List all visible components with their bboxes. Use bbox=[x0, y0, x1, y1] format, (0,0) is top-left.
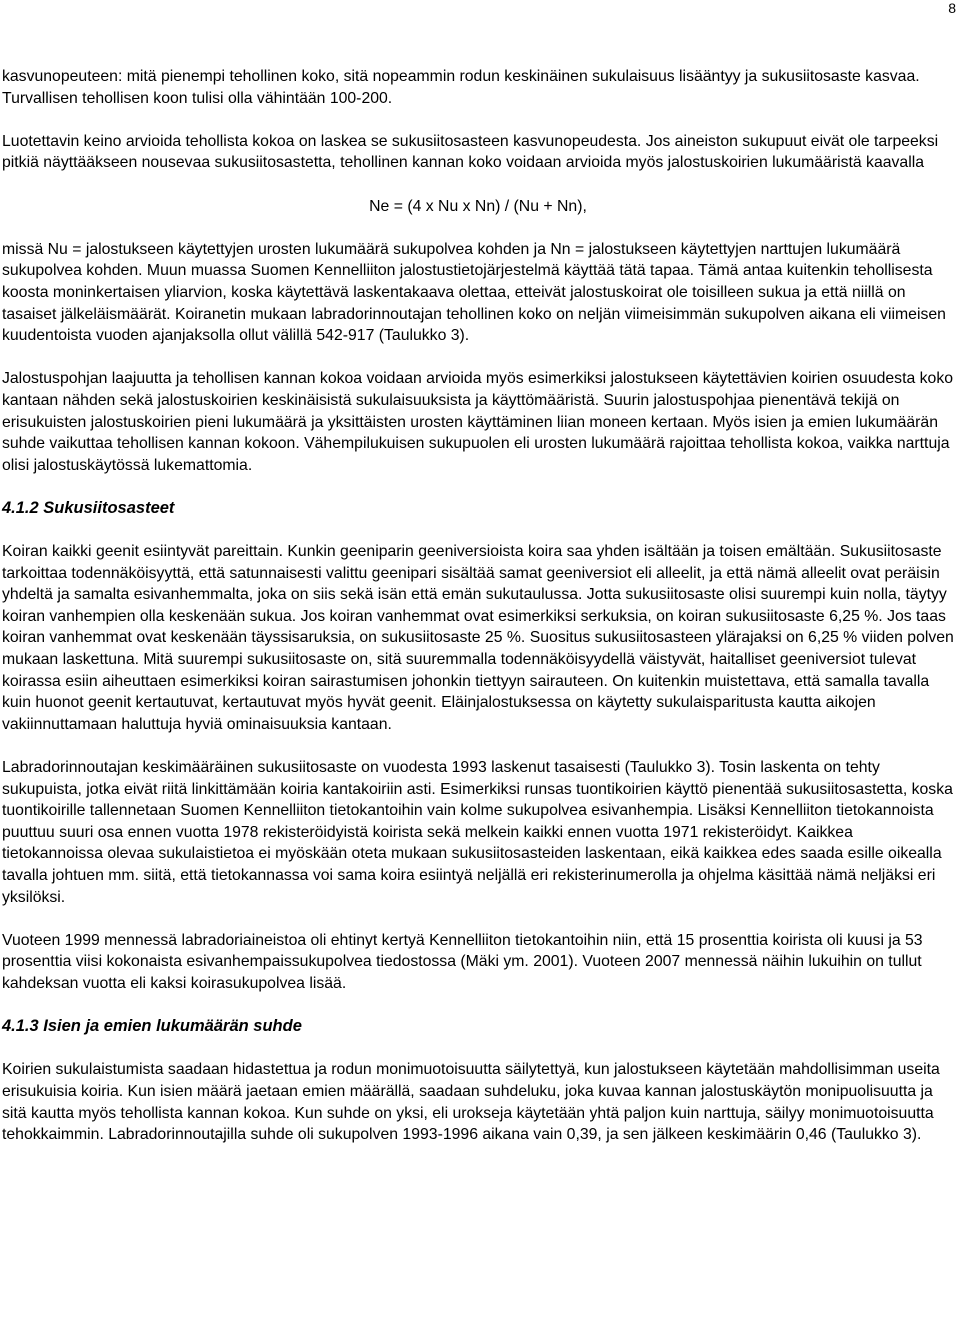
page-number: 8 bbox=[948, 0, 956, 16]
page-content bbox=[2, 66, 954, 1167]
paragraph: Labradorinnoutajan keskimääräinen sukusiitosaste on vuodesta 1993 laskenut tasaisesti (Taulukko 3). Tosin laskenta on tehty sukupuista, jotka eivät riitä linkittämään koiria kantakoiriin asti. Esimerkiksi runsas tuontikoirien käyttö pienentää sukusiitosastetta, koska tuontikoirille tallennetaan Suomen Kennelliiton tietokantoihin vain kolme sukupolvea esivanhempia. Lisäksi Kennelliiton tietokannoista puuttuu suuri osa ennen vuotta 1978 rekisteröidyistä koirista sekä melkein kaikki ennen vuotta 1971 rekisteröidyt. Kaikkea tietokannoissa olevaa sukulaistietoa ei myöskään oteta mukaan sukusiitosasteiden laskentaan, eikä kaikkea edes saada esille oikealla tavalla johtuen mm. siitä, että tietokannassa voi sama koira esiintyä neljällä eri rekisterinumerolla ja ohjelma käsittää nämä neljäksi eri yksilöksi. bbox=[2, 759, 953, 906]
paragraph: kasvunopeuteen: mitä pienempi tehollinen koko, sitä nopeammin rodun keskinäinen sukulaisuus lisääntyy ja sukusiitosaste kasvaa. Turvallisen tehollisen koon tulisi olla vähintään 100-200. bbox=[2, 68, 920, 107]
section-heading: 4.1.3 Isien ja emien lukumäärän suhde bbox=[2, 1017, 302, 1036]
formula: Ne = (4 x Nu x Nn) / (Nu + Nn), bbox=[369, 197, 587, 215]
paragraph: missä Nu = jalostukseen käytettyjen urosten lukumäärä sukupolvea kohden ja Nn = jalostukseen käytettyjen narttujen lukumäärä sukupolvea kohden. Muun muassa Suomen Kennelliiton jalostustietojärjestelmä käyttää tätä tapaa. Tämä antaa kuitenkin tehollisesta koosta moninkertaisen yliarvion, koska käytettävä laskentakaava olettaa, etteivät jalostuskoirat ole toisilleen sukua ja että niillä on tasaiset jälkeläismäärät. Koiranetin mukaan labradorinnoutajan tehollinen koko on neljän viimeisimmän sukupolven aikana eli viimeisen kuudentoista vuoden ajanjaksolla ollut välillä 542-917 (Taulukko 3). bbox=[2, 240, 946, 345]
paragraph: Koirien sukulaistumista saadaan hidastettua ja rodun monimuotoisuutta säilytettyä, kun jalostukseen käytetään mahdollisimman useita erisukuisia koiria. Kun isien määrä jaetaan emien määrällä, saadaan suhdeluku, joka kuvaa kannan jalostuskäytön monipuolisuutta ja sitä kautta myös tehollista kannan kokoa. Kun suhde on yksi, eli urokseja käytetään yhtä paljon kuin narttuja, säilyy monimuotoisuutta tehokkaimmin. Labradorinnoutajilla suhde oli sukupolven 1993-1996 aikana vain 0,39, ja sen jälkeen keskimäärin 0,46 (Taulukko 3). bbox=[2, 1061, 940, 1144]
paragraph: Vuoteen 1999 mennessä labradoriaineistoa oli ehtinyt kertyä Kennelliiton tietokantoihin niin, että 15 prosenttia koirista oli kuusi ja 53 prosenttia viisi kokonaista esivanhempaissukupolvea tiedostossa (Mäki ym. 2001). Vuoteen 2007 mennessä näihin lukuihin on tullut kahdeksan vuotta eli kaksi koirasukupolvea lisää. bbox=[2, 931, 923, 992]
section-heading: 4.1.2 Sukusiitosasteet bbox=[2, 498, 175, 517]
paragraph: Koiran kaikki geenit esiintyvät pareittain. Kunkin geeniparin geeniversioista koira saa yhden isältään ja toisen emältään. Sukusiitosaste tarkoittaa todennäköisyyttä, että satunnaisesti valittu geenipari sisältää samat geeniversiot eli alleelit, ja että nämä alleelit ovat peräisin yhdeltä ja samalta esivanhemmalta, joka on siis sekä isän että emän sukutaulussa. Jotta sukusiitosaste olisi suurempi kuin nolla, täytyy koiran vanhempien olla keskenään sukua. Jos koiran vanhemmat ovat esimerkiksi serkuksia, on koiran sukusiitosaste 6,25 %. Jos taas koiran vanhemmat ovat keskenään täyssisaruksia, on sukusiitosaste 25 %. Suositus sukusiitosasteen ylärajaksi on 6,25 % viiden polven mukaan laskettuna. Mitä suurempi sukusiitosaste on, sitä suuremmalla todennäköisyydellä väistyvät, haitalliset geeniversiot tulevat koirassa esiin aiheuttaen esimerkiksi koiran sairastumisen johonkin tiettyyn sairauteen. On kuitenkin muistettava, että samalla tavalla kuin huonot geenit kertautuvat, kertautuvat myös hyvät geenit. Eläinjalostuksessa on käytetty sukulaisparitusta kautta aikojen vakiinnuttamaan haluttuja hyviä ominaisuuksia kantaan. bbox=[2, 543, 954, 733]
paragraph: Jalostuspohjan laajuutta ja tehollisen kannan kokoa voidaan arvioida myös esimerkiksi jalostukseen käytettävien koirien osuudesta koko kantaan nähden sekä jalostuskoirien keskinäisistä sukulaisuuksista ja käyttömääristä. Suurin jalostuspohjaa pienentävä tekijä on erisukuisten jalostuskoirien pieni lukumäärä ja yksittäisten urosten käyttäminen liian moneen kertaan. Myös isien ja emien lukumäärän suhde vaikuttaa tehollisen kannan kokoon. Vähempilukuisen sukupuolen eli urosten lukumäärä rajoittaa tehollista kokoa, vaikka narttuja olisi jalostuskäytössä lukemattomia. bbox=[2, 370, 953, 474]
paragraph: Luotettavin keino arvioida tehollista kokoa on laskea se sukusiitosasteen kasvunopeudesta. Jos aineiston sukupuut eivät ole tarpeeksi pitkiä näyttääkseen nousevaa sukusiitosastetta, tehollinen kannan koko voidaan arvioida myös jalostuskoirien lukumääristä kaavalla bbox=[2, 132, 939, 172]
